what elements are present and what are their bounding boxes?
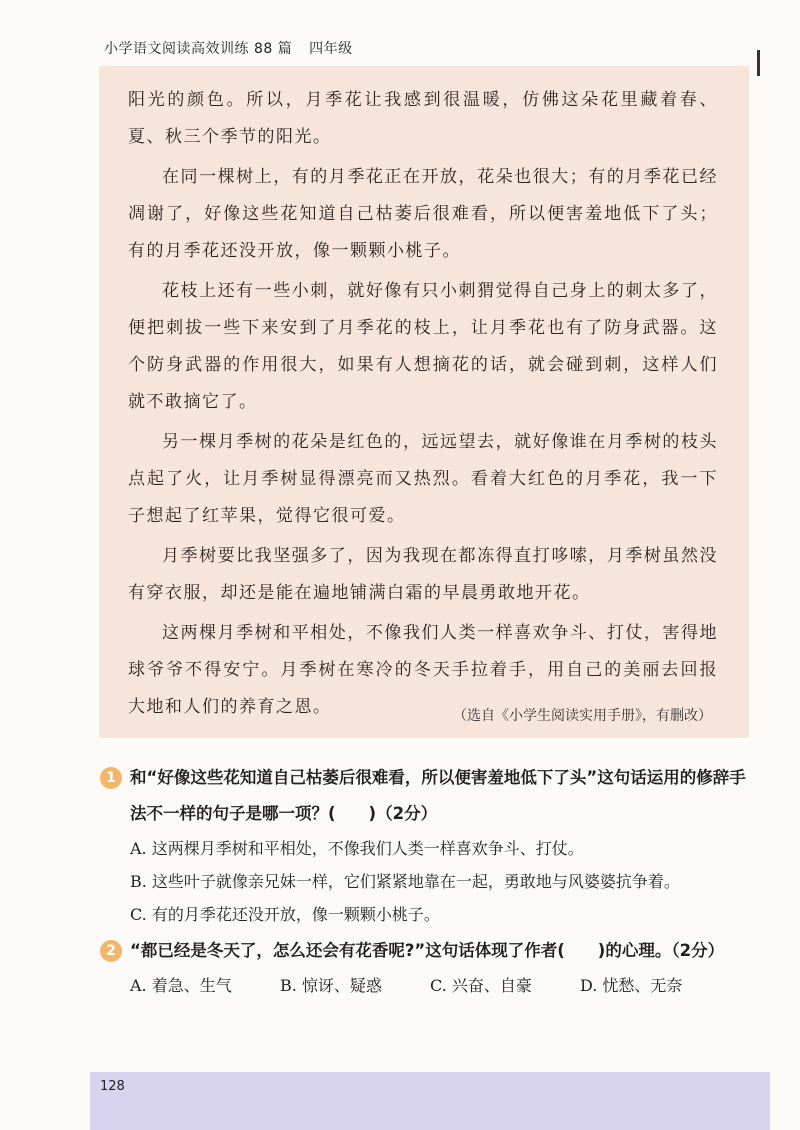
option-b[interactable]: B. 这些叶子就像亲兄妹一样，它们紧紧地靠在一起，勇敢地与风婆婆抗争着。 (130, 872, 680, 891)
question-number-badge: 1 (100, 767, 122, 789)
question-list (100, 760, 760, 1003)
page-number: 128 (100, 1079, 125, 1094)
question-stem (100, 760, 760, 832)
question-number-badge: 2 (100, 940, 122, 962)
page-header (104, 38, 353, 58)
option-d[interactable]: D. 忧愁、无奈 (580, 976, 683, 995)
options-row (100, 969, 760, 1003)
option-a[interactable]: A. 着急、生气 (130, 976, 232, 995)
question-stem (100, 933, 760, 969)
passage-paragraph: 阳光的颜色。所以，月季花让我感到很温暖，仿佛这朵花里藏着春、夏、秋三个季节的阳光。 (128, 90, 718, 147)
passage-paragraph: 在同一棵树上，有的月季花正在开放，花朵也很大；有的月季花已经凋谢了，好像这些花知道自己枯萎后很难看，所以便害羞地低下了头；有的月季花还没开放，像一颗颗小桃子。 (128, 167, 718, 261)
option-c[interactable]: C. 有的月季花还没开放，像一颗颗小桃子。 (130, 905, 440, 924)
option-b[interactable]: B. 惊讶、疑惑 (280, 976, 382, 995)
margin-mark (757, 50, 760, 76)
book-title: 小学语文阅读高效训练 88 篇 (104, 41, 293, 57)
passage-paragraph: 花枝上还有一些小刺，就好像有只小刺猬觉得自己身上的刺太多了，便把刺拔一些下来安到了月季花的枝上，让月季花也有了防身武器。这个防身武器的作用很大，如果有人想摘花的话，就会碰到刺，这样人们就不敢摘它了。 (128, 281, 718, 412)
passage-paragraph: 这两棵月季树和平相处，不像我们人类一样喜欢争斗、打仗，害得地球爷爷不得安宁。月季树在寒冷的冬天手拉着手，用自己的美丽去回报大地和人们的养育之恩。 (128, 623, 718, 717)
question-text: “都已经是冬天了，怎么还会有花香呢?”这句话体现了作者( )的心理。（2分） (130, 941, 725, 960)
question-1 (100, 760, 760, 931)
question-text: 和“好像这些花知道自己枯萎后很难看，所以便害羞地低下了头”这句话运用的修辞手法不一样的句子是哪一项？( )（2分） (130, 768, 746, 823)
passage-paragraph: 另一棵月季树的花朵是红色的，远远望去，就好像谁在月季树的枝头点起了火，让月季树显得漂亮而又热烈。看着大红色的月季花，我一下子想起了红苹果，觉得它很可爱。 (128, 432, 718, 526)
passage-source: （选自《小学生阅读实用手册》，有删改） (453, 708, 712, 724)
question-2 (100, 933, 760, 1003)
passage-paragraph: 月季树要比我坚强多了，因为我现在都冻得直打哆嗦，月季树虽然没有穿衣服，却还是能在遍地铺满白霜的早晨勇敢地开花。 (128, 546, 718, 603)
reading-passage (128, 82, 718, 729)
footer-band (90, 1072, 770, 1130)
option-a[interactable]: A. 这两棵月季树和平相处，不像我们人类一样喜欢争斗、打仗。 (130, 839, 584, 858)
option-c[interactable]: C. 兴奋、自豪 (430, 976, 532, 995)
grade-label: 四年级 (309, 41, 353, 57)
